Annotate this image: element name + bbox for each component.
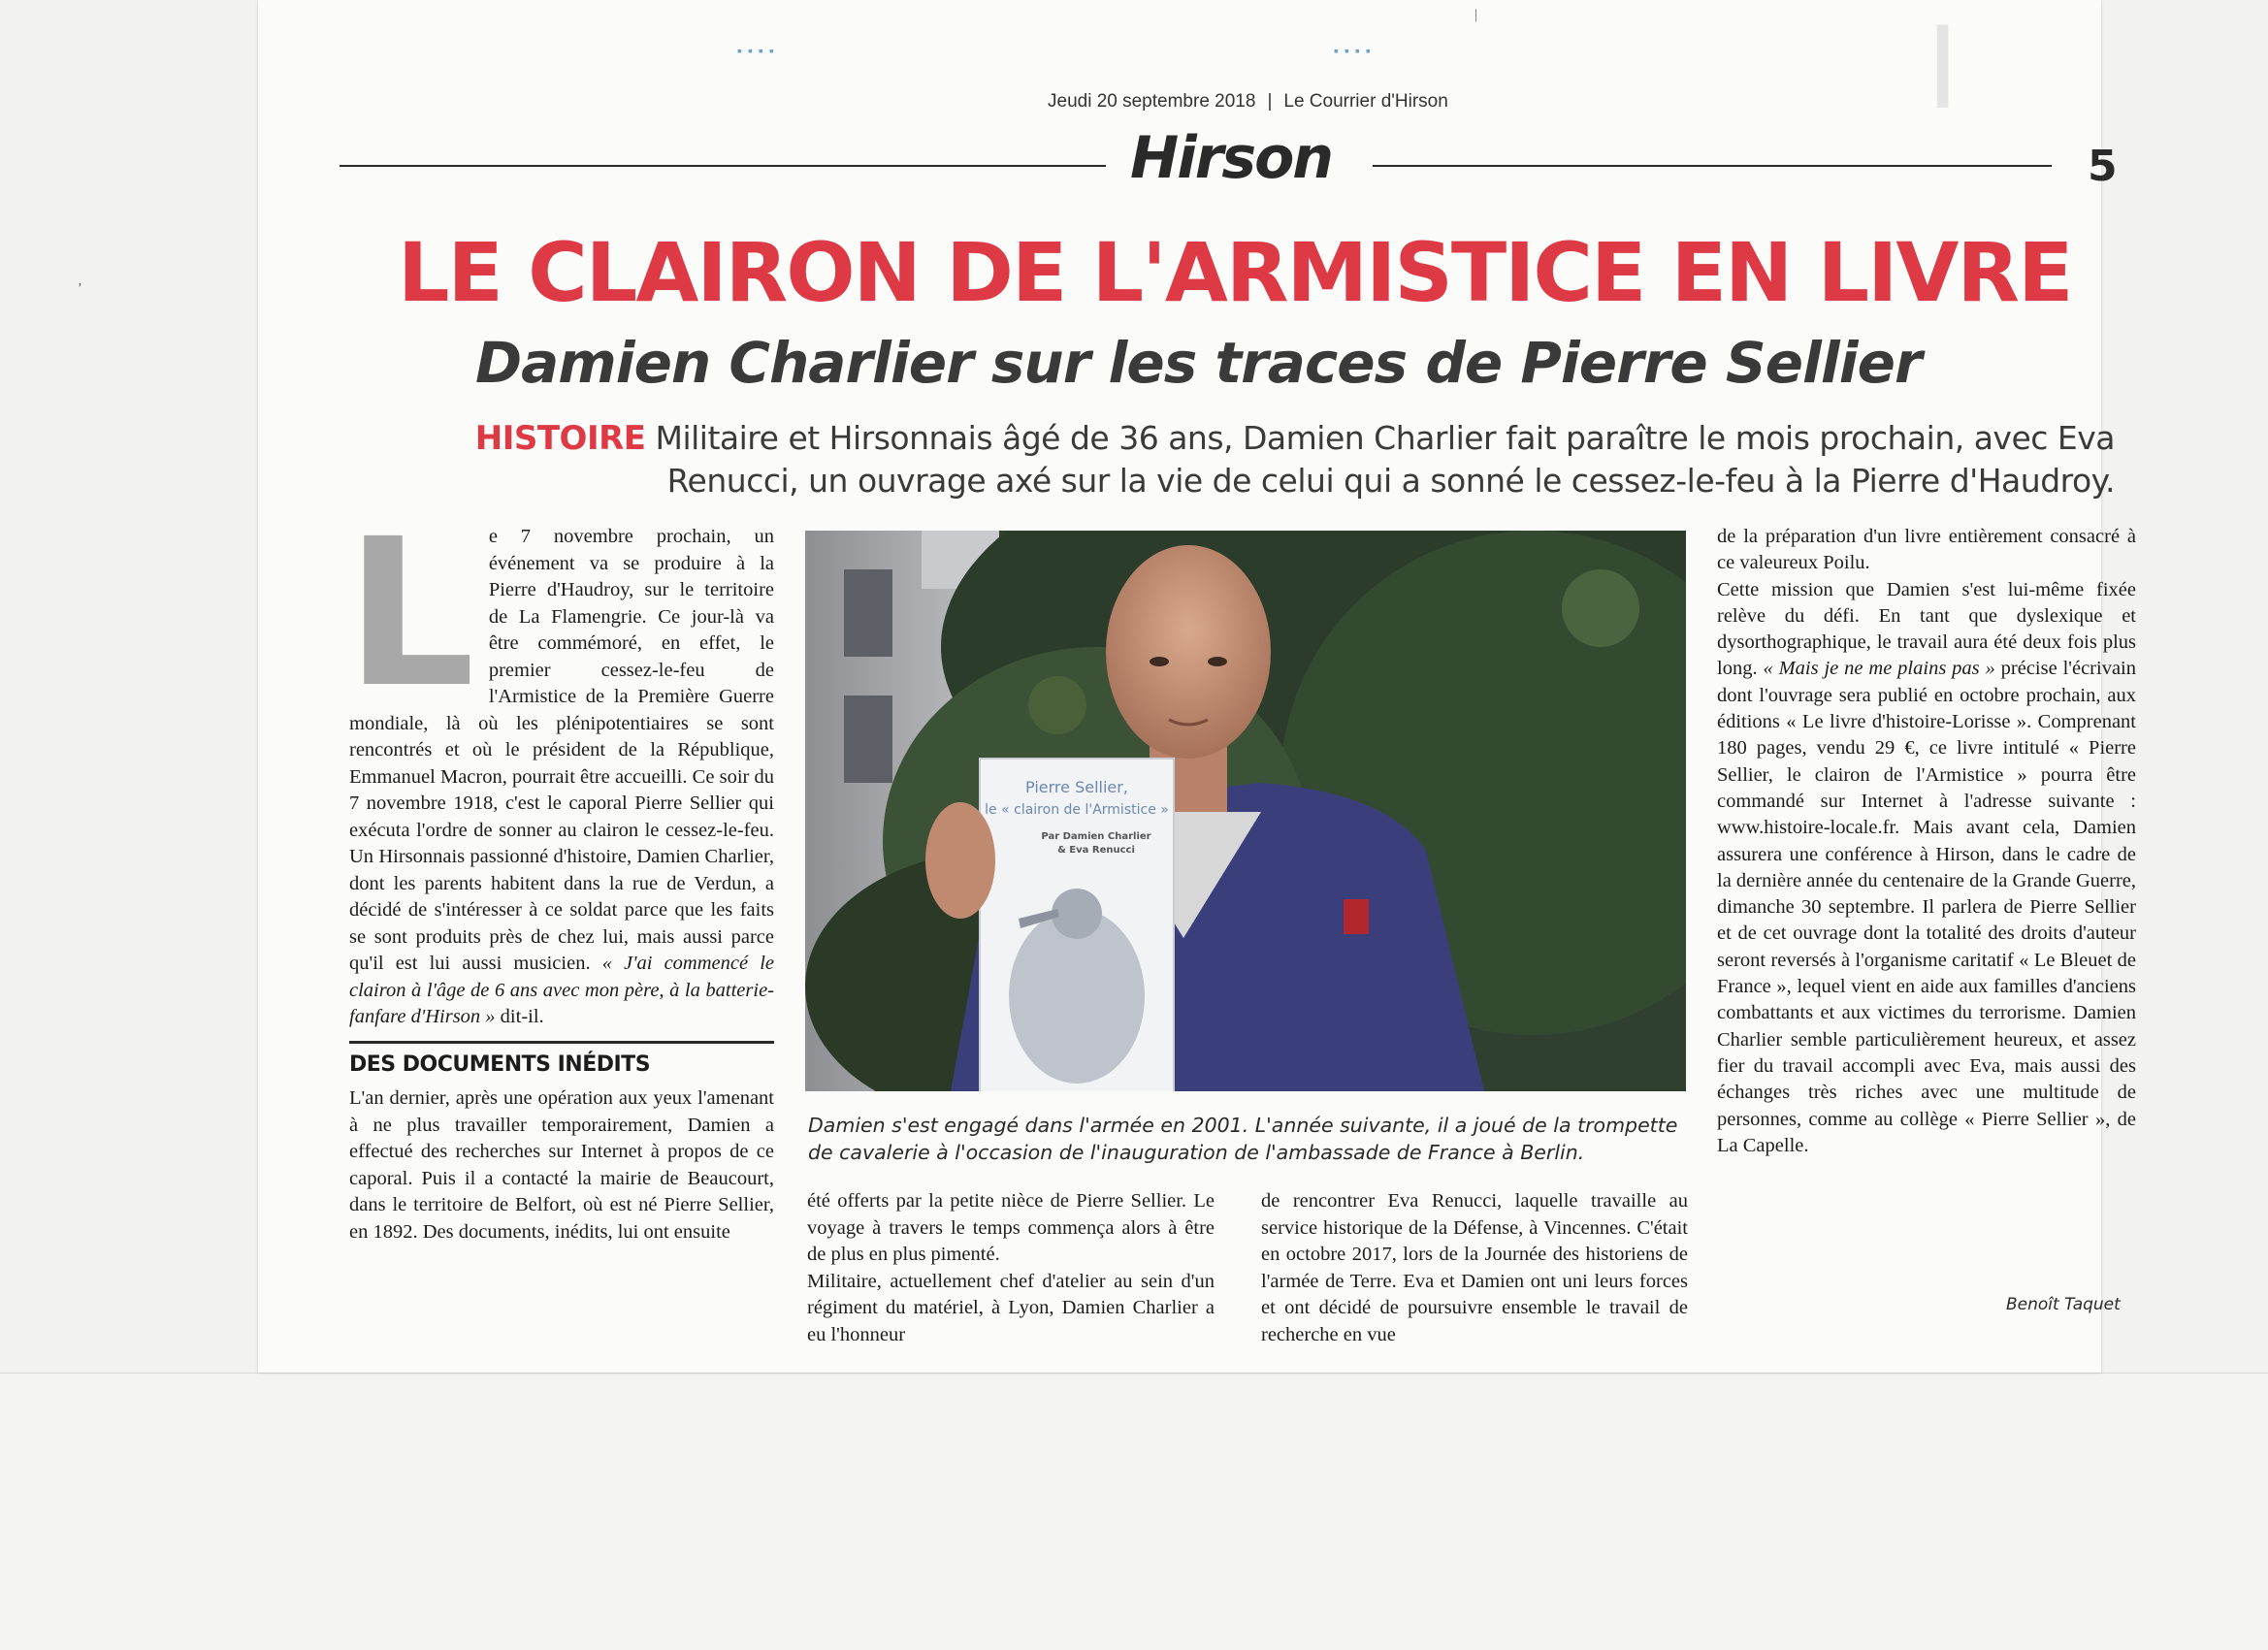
drop-cap: L (345, 495, 475, 732)
paragraph-text: Cette mission que Damien s'est lui-même fixée relève du défi. En tant que dyslexique et dysorthographique, le travail aura été deux fois plus long. (1717, 578, 2136, 680)
article-paragraph: L'an dernier, après une opération aux yeux l'amenant à ne plus travailler temporairement, Damien a effectué des recherches sur Internet à propos de ce caporal. Puis il a contacté la mairie de Beaucourt, dans le territoire de Belfort, où est né Pierre Sellier, en 1892. Des documents, inédits, lui ont ensuite (349, 1087, 774, 1243)
quote: « Mais je ne me plains pas » (1763, 658, 1995, 680)
margin-mark: ʼ (78, 281, 82, 296)
quote: « J'ai commencé le clairon à l'âge de 6 ans avec mon père, à la batterie-fanfare d'Hirson » (349, 953, 774, 1027)
margin-mark: | (1474, 8, 1477, 22)
registration-marks: ▪▪▪▪ (1334, 45, 1377, 59)
paragraph-text: précise l'écrivain dont l'ouvrage sera publié en octobre prochain, aux éditions « Le livre d'histoire-Lorisse ». Comprenant 180 pages, vendu 29 €, ce livre intitulé « Pierre Sellier, le clairon de l'Armistice » pourra être commandé sur Internet à l'adresse suivante : www.histoire-locale.fr. Mais avant cela, Damien assurera une conférence à Hirson, dans le cadre de la dernière année du centenaire de la Grande Guerre, dimanche 30 septembre. Il parlera de Pierre Sellier et de cet ouvrage dont la totalité des droits d'auteur seront reversés à l'organisme caritatif « Le Bleuet de France », lequel vient en aide aux familles d'anciens combattants et aux victimes du terrorisme. Damien Charlier semble particulièrement heureux, et assez fier du travail accompli avec Eva, mais aussi des échanges très riches avec une multitude de personnes, comme au collège « Pierre Sellier », de La Capelle. (1717, 658, 2136, 1156)
article-paragraph (345, 495, 774, 1031)
standfirst (378, 417, 2115, 502)
background-sheet (0, 1373, 2268, 1650)
book-title-line-2: le « clairon de l'Armistice » (985, 802, 1169, 818)
book-authors-line-1: Par Damien Charlier (1041, 831, 1151, 842)
header-rule-left (340, 165, 1106, 167)
book-title-line-1: Pierre Sellier, (1025, 778, 1128, 796)
standfirst-text: Militaire et Hirsonnais âgé de 36 ans, Damien Charlier fait paraître le mois prochain, avec Eva Renucci, un ouvrage axé sur la vie de celui qui a sonné le cessez-le-feu à la Pierre d'Haudroy. (655, 419, 2115, 500)
page-number: 5 (2088, 142, 2118, 191)
registration-marks: ▪▪▪▪ (737, 45, 780, 59)
article-column-3 (1261, 1188, 1688, 1348)
publication-name: Le Courrier d'Hirson (1283, 91, 1448, 112)
article-paragraph: de la préparation d'un livre entièrement consacré à ce valeureux Poilu. (1717, 526, 2136, 574)
article-column-1 (345, 495, 774, 1246)
photo-illustration (805, 531, 1686, 1091)
lead-text: e 7 novembre prochain, un événement va se produire à la Pierre d'Haudroy, sur le territoire de La Flamengrie. Ce jour-là va être commémoré, en effet, le premier cessez-le-feu de l'Armistice de la Première Guerre mondiale, là où les plénipotentiaires se sont rencontrés et où le président de la République, Emmanuel Macron, pourrait être accueilli. Ce soir du 7 novembre 1918, c'est le caporal Pierre Sellier qui exécuta l'ordre de sonner au clairon le cessez-le-feu. Un Hirsonnais passionné d'histoire, Damien Charlier, dont les parents habitent dans la rue de Verdun, a décidé de s'intéresser à ce soldat parce que les faits se sont produits près de chez lui, mais aussi parce qu'il est lui aussi musicien. (349, 526, 774, 974)
author-signature: Benoît Taquet (2006, 1295, 2121, 1314)
dateline-separator: | (1267, 91, 1273, 112)
article-column-2 (807, 1188, 1215, 1348)
issue-date: Jeudi 20 septembre 2018 (1048, 91, 1256, 112)
book-authors-line-2: & Eva Renucci (1057, 845, 1135, 856)
kicker: HISTOIRE (474, 419, 646, 458)
dateline (1048, 91, 1448, 113)
header-rule-right (1373, 165, 2052, 167)
article-paragraph: de rencontrer Eva Renucci, laquelle travaille au service historique de la Défense, à Vincennes. C'était en octobre 2017, lors de la Journée des historiens de l'armée de Terre. Eva et Damien ont uni leurs forces et ont décidé de poursuivre ensemble le travail de recherche en vue (1261, 1190, 1688, 1345)
article-paragraph: été offerts par la petite nièce de Pierre Sellier. Le voyage à travers le temps commença alors à être de plus en plus pimenté. (807, 1190, 1215, 1265)
photo-caption: Damien s'est engagé dans l'armée en 2001. L'année suivante, il a joué de la trompette de cavalerie à l'occasion de l'inauguration de l'ambassade de France à Berlin. (808, 1114, 1678, 1164)
show-through-text: | (1930, 11, 1956, 108)
article-column-4 (1717, 524, 2136, 1159)
headline: LE CLAIRON DE L'ARMISTICE EN LIVRE (398, 225, 2072, 320)
article-photo (805, 531, 1686, 1091)
subheadline: Damien Charlier sur les traces de Pierre Sellier (475, 330, 1922, 396)
intertitle: DES DOCUMENTS INÉDITS (349, 1041, 774, 1079)
section-title: Hirson (1130, 124, 1333, 192)
article-paragraph: Militaire, actuellement chef d'atelier au sein d'un régiment du matériel, à Lyon, Damien Charlier a eu l'honneur (807, 1270, 1215, 1345)
quote-attribution: dit-il. (495, 1006, 544, 1027)
article-paragraph (1717, 577, 2136, 1160)
